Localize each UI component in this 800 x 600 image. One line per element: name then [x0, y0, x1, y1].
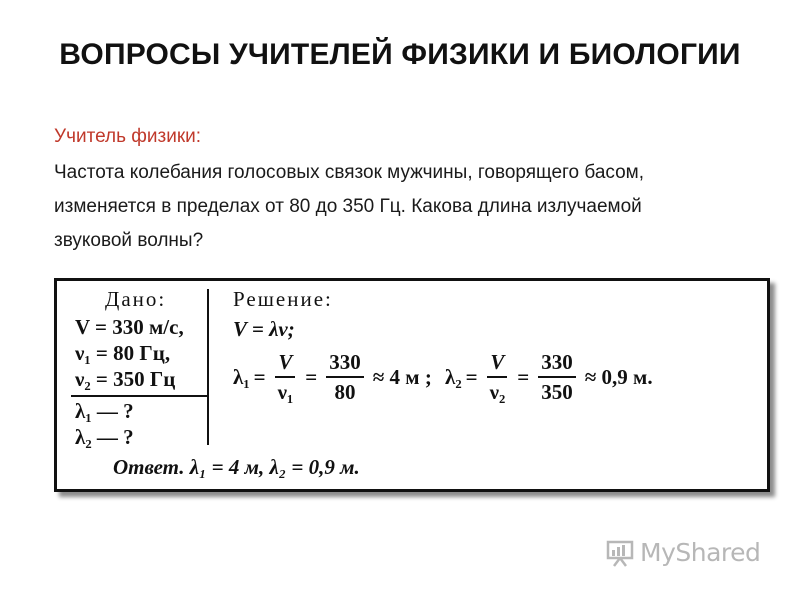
eq2-result: ≈ 0,9 м.	[584, 364, 653, 389]
eq1-fraction-numeric	[326, 349, 364, 405]
teacher-label: Учитель физики:	[54, 126, 202, 147]
eq1-fraction-symbolic	[275, 349, 297, 405]
equation-wavelength-2	[445, 349, 657, 405]
eq1-lhs: λ₁	[233, 364, 250, 389]
eq2-numerator-value: 330	[538, 349, 576, 378]
find-wavelength-1: λ₁ — ?	[75, 399, 134, 423]
question-line: Частота колебания голосовых связок мужчины, говорящего басом,	[54, 162, 645, 183]
given-frequency-2: ν₂ = 350 Гц	[75, 367, 176, 391]
eq1-result: ≈ 4 м ;	[372, 364, 432, 389]
presentation-board-icon	[606, 539, 634, 567]
myshared-logo[interactable]	[606, 538, 760, 567]
solution-header: Решение:	[233, 287, 333, 311]
eq2-fraction-numeric	[538, 349, 576, 405]
wave-formula: V = λν;	[233, 317, 295, 341]
eq2-equals-2: =	[517, 364, 530, 389]
eq1-numerator-value: 330	[326, 349, 364, 378]
logo-text: MyShared	[640, 538, 761, 567]
given-velocity: V = 330 м/с,	[75, 315, 184, 339]
eq2-equals: =	[465, 364, 478, 389]
eq2-denominator-value: 350	[541, 380, 573, 404]
slide-title: ВОПРОСЫ УЧИТЕЛЕЙ ФИЗИКИ И БИОЛОГИИ	[59, 38, 741, 71]
eq2-lhs: λ₂	[445, 364, 462, 389]
given-frequency-1: ν₁ = 80 Гц,	[75, 341, 171, 365]
eq1-numerator: V	[275, 349, 295, 378]
eq1-equals: =	[253, 364, 266, 389]
question-line: звуковой волны?	[54, 230, 204, 251]
eq1-denominator-value: 80	[334, 380, 356, 404]
eq2-fraction-symbolic	[487, 349, 509, 405]
eq1-equals-2: =	[305, 364, 318, 389]
eq1-denominator: ν₁	[277, 380, 294, 404]
eq2-numerator: V	[487, 349, 507, 378]
eq2-denominator: ν₂	[489, 380, 506, 404]
equation-wavelength-1	[233, 349, 436, 405]
find-wavelength-2: λ₂ — ?	[75, 425, 134, 449]
vertical-divider	[207, 289, 209, 445]
given-header: Дано:	[105, 287, 167, 311]
horizontal-divider	[71, 395, 209, 397]
answer-line: Ответ. λ₁ = 4 м, λ₂ = 0,9 м.	[113, 455, 360, 479]
question-line: изменяется в пределах от 80 до 350 Гц. Какова длина излучаемой	[54, 196, 642, 217]
problem-solution-box	[54, 278, 770, 492]
question-text	[54, 156, 754, 258]
